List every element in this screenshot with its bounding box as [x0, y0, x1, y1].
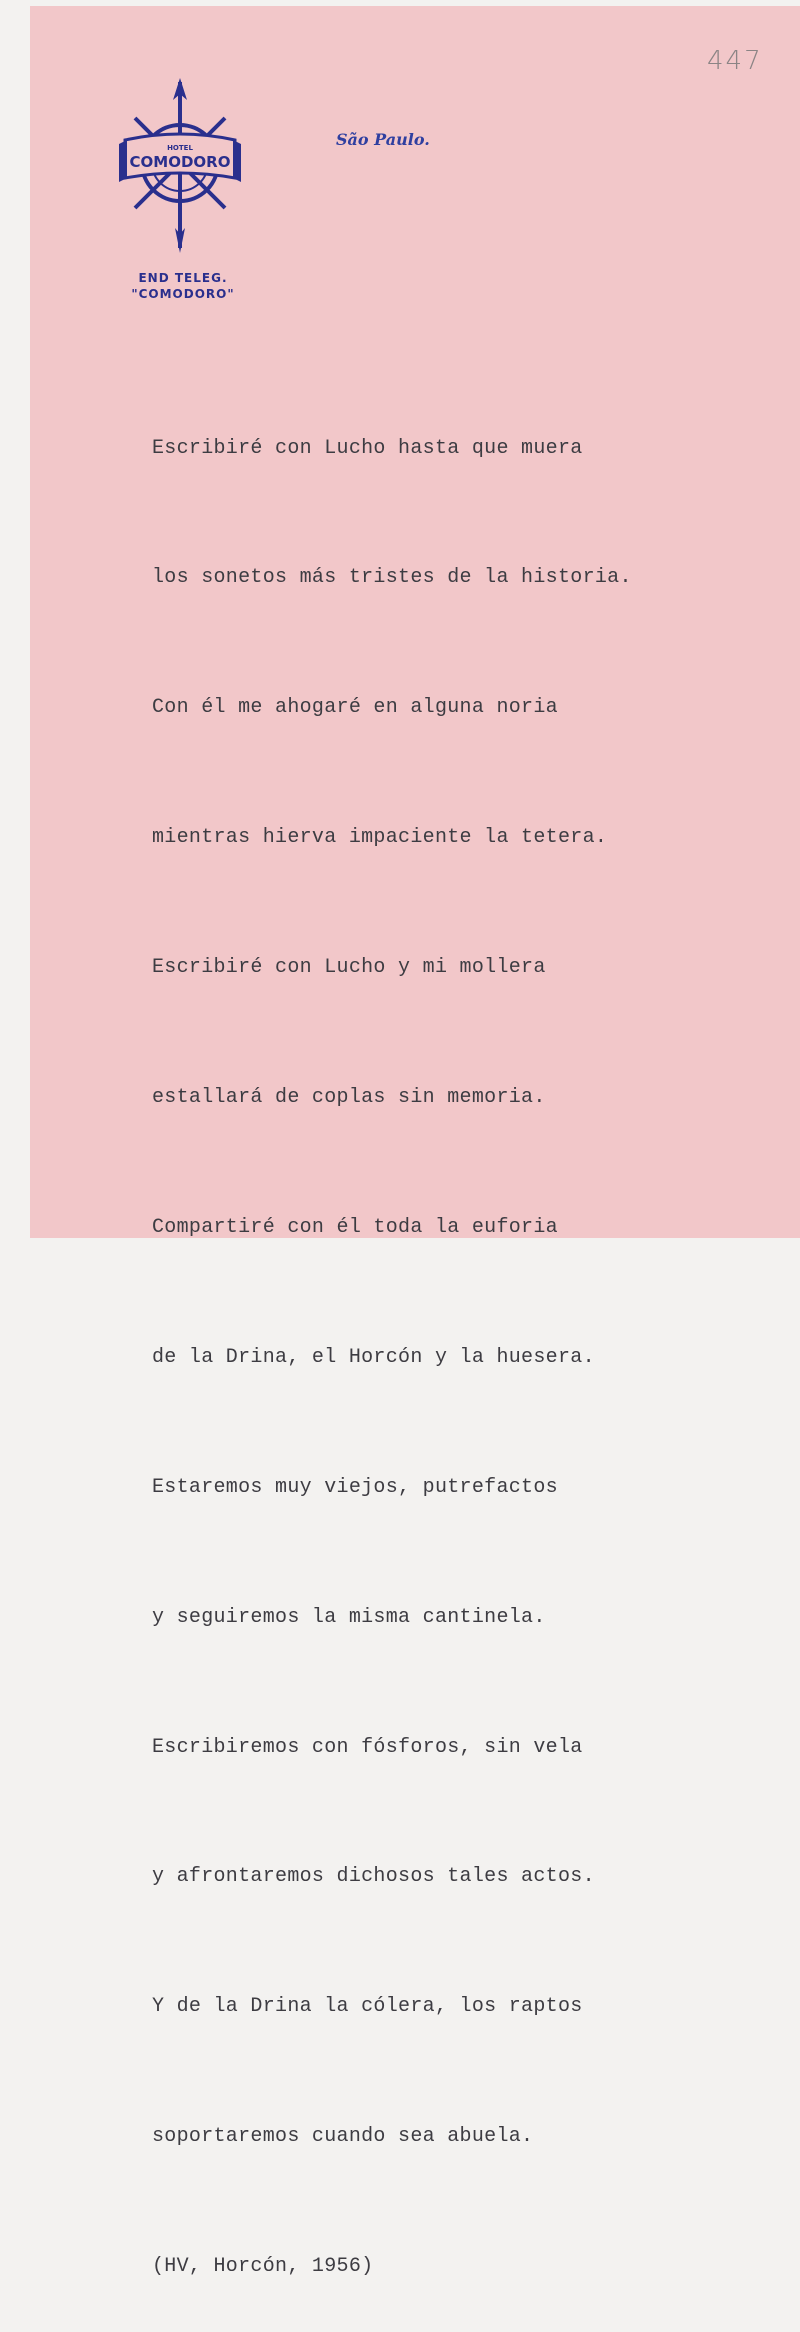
poem-line: Escribiré con Lucho hasta que muera	[152, 436, 583, 460]
page-number: 447	[707, 46, 763, 76]
poem-line: Y de la Drina la cólera, los raptos	[152, 1995, 583, 2019]
logo-hotel-word: HOTEL	[167, 144, 193, 152]
poem-signature: (HV, Horcón, 1956)	[152, 2255, 374, 2279]
poem-line: Escribiremos con fósforos, sin vela	[152, 1735, 583, 1759]
poem-line: mientras hierva impaciente la tetera.	[152, 826, 608, 850]
poem-line: de la Drina, el Horcón y la huesera.	[152, 1345, 595, 1369]
poem-line: Escribiré con Lucho y mi mollera	[152, 956, 546, 980]
logo-brand: COMODORO	[129, 153, 231, 171]
poem-line: Compartiré con él toda la euforia	[152, 1215, 558, 1239]
telegraph-line-1: END TELEG.	[138, 271, 228, 285]
hotel-compass-logo	[115, 78, 245, 253]
poem-line: y afrontaremos dichosos tales actos.	[152, 1865, 595, 1889]
poem-line: estallará de coplas sin memoria.	[152, 1086, 546, 1110]
telegraph-address	[118, 270, 248, 302]
poem-line: y seguiremos la misma cantinela.	[152, 1605, 546, 1629]
poem-line: los sonetos más tristes de la historia.	[152, 566, 632, 590]
poem-body	[152, 340, 632, 2332]
poem-line: Con él me ahogaré en alguna noria	[152, 696, 558, 720]
city-heading: São Paulo.	[336, 130, 430, 149]
poem-line: soportaremos cuando sea abuela.	[152, 2125, 534, 2149]
telegraph-line-2: "COMODORO"	[131, 287, 235, 301]
poem-line: Estaremos muy viejos, putrefactos	[152, 1475, 558, 1499]
